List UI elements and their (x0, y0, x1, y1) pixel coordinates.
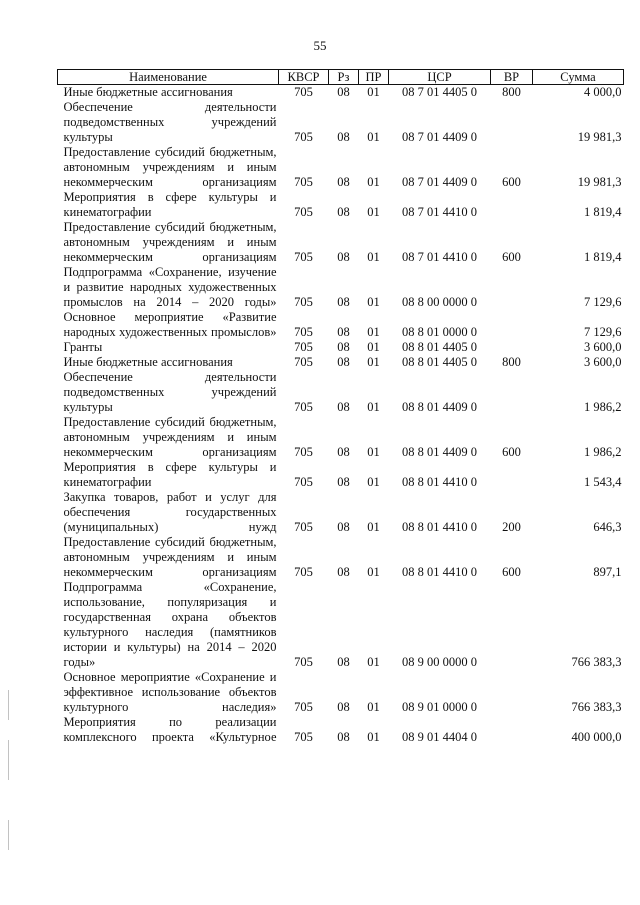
row-rz: 08 (337, 250, 350, 264)
row-name: Подпрограмма «Сохранение, изучение и развитие народных художественных промыслов на 2014 – 2020 годы» (63, 265, 277, 309)
row-rz: 08 (337, 175, 350, 189)
row-sum: 19 981,3 (577, 175, 622, 189)
row-vr: 600 (502, 445, 521, 459)
row-pr: 01 (367, 400, 380, 414)
row-kvsr: 705 (294, 565, 313, 579)
row-vr (491, 190, 533, 220)
row-name: Иные бюджетные ассигнования (63, 85, 233, 99)
table-row (58, 145, 624, 190)
row-pr: 01 (367, 655, 380, 669)
row-sum: 7 129,6 (584, 325, 622, 339)
scan-margin-mark (8, 820, 9, 850)
row-csr: 08 7 01 4409 0 (402, 175, 477, 189)
row-vr (491, 370, 533, 415)
row-csr: 08 7 01 4409 0 (402, 130, 477, 144)
row-pr: 01 (367, 175, 380, 189)
row-pr: 01 (367, 355, 380, 369)
table-row (58, 460, 624, 490)
row-name: Основное мероприятие «Сохранение и эффективное использование объектов культурного наследия» (63, 670, 277, 714)
header-rz: Рз (329, 70, 359, 85)
row-pr: 01 (367, 445, 380, 459)
row-csr: 08 7 01 4410 0 (402, 250, 477, 264)
budget-table (57, 69, 624, 745)
row-kvsr: 705 (294, 340, 313, 354)
row-name: Закупка товаров, работ и услуг для обеспечения государственных (муниципальных) нужд (63, 490, 277, 534)
row-csr: 08 7 01 4410 0 (402, 205, 477, 219)
row-kvsr: 705 (294, 295, 313, 309)
table-row (58, 415, 624, 460)
row-kvsr: 705 (294, 700, 313, 714)
row-name: Подпрограмма «Сохранение, использование, популяризация и государственная охрана объектов культурного наследия (памятников истории и культуры) на 2014 – 2020 годы» (63, 580, 277, 669)
table-row (58, 490, 624, 535)
row-pr: 01 (367, 250, 380, 264)
row-sum: 1 543,4 (584, 475, 622, 489)
row-csr: 08 8 01 4409 0 (402, 400, 477, 414)
row-kvsr: 705 (294, 655, 313, 669)
header-csr: ЦСР (389, 70, 491, 85)
row-csr: 08 8 00 0000 0 (402, 295, 477, 309)
row-csr: 08 9 01 4404 0 (402, 730, 477, 744)
table-row (58, 715, 624, 745)
row-rz: 08 (337, 355, 350, 369)
table-row (58, 670, 624, 715)
table-row (58, 355, 624, 370)
row-name: Предоставление субсидий бюджетным, автономным учреждениям и иным некоммерческим организациям (63, 415, 277, 459)
page-number: 55 (313, 38, 327, 53)
row-csr: 08 9 00 0000 0 (402, 655, 477, 669)
row-csr: 08 8 01 4410 0 (402, 565, 477, 579)
scan-margin-mark (8, 690, 9, 720)
row-pr: 01 (367, 325, 380, 339)
row-name: Мероприятия в сфере культуры и кинематографии (63, 190, 277, 219)
row-rz: 08 (337, 325, 350, 339)
row-sum: 3 600,0 (584, 340, 622, 354)
table-row (58, 190, 624, 220)
row-csr: 08 8 01 0000 0 (402, 325, 477, 339)
row-vr (491, 265, 533, 310)
table-row (58, 370, 624, 415)
row-pr: 01 (367, 130, 380, 144)
row-kvsr: 705 (294, 355, 313, 369)
row-sum: 7 129,6 (584, 295, 622, 309)
row-pr: 01 (367, 205, 380, 219)
row-vr (491, 100, 533, 145)
row-sum: 1 819,4 (584, 250, 622, 264)
row-rz: 08 (337, 445, 350, 459)
row-kvsr: 705 (294, 175, 313, 189)
row-vr (491, 310, 533, 340)
row-rz: 08 (337, 475, 350, 489)
row-csr: 08 8 01 4405 0 (402, 340, 477, 354)
row-vr (491, 340, 533, 355)
row-vr: 600 (502, 565, 521, 579)
row-vr (491, 460, 533, 490)
row-sum: 897,1 (593, 565, 622, 579)
header-kvsr: КВСР (279, 70, 329, 85)
header-name: Наименование (58, 70, 279, 85)
row-sum: 1 986,2 (584, 400, 622, 414)
row-vr: 600 (502, 175, 521, 189)
row-csr: 08 8 01 4409 0 (402, 445, 477, 459)
row-kvsr: 705 (294, 520, 313, 534)
header-sum: Сумма (533, 70, 624, 85)
row-vr: 800 (502, 85, 521, 99)
row-pr: 01 (367, 475, 380, 489)
row-name: Мероприятия по реализации комплексного проекта «Культурное (63, 715, 277, 744)
row-vr (491, 715, 533, 745)
row-name: Обеспечение деятельности подведомственных учреждений культуры (63, 370, 277, 414)
row-sum: 1 819,4 (584, 205, 622, 219)
row-sum: 4 000,0 (584, 85, 622, 99)
table-row (58, 100, 624, 145)
row-rz: 08 (337, 130, 350, 144)
row-name: Гранты (63, 340, 103, 354)
row-csr: 08 8 01 4410 0 (402, 475, 477, 489)
table-row (58, 310, 624, 340)
row-kvsr: 705 (294, 130, 313, 144)
row-sum: 766 383,3 (571, 655, 622, 669)
row-sum: 766 383,3 (571, 700, 622, 714)
row-sum: 400 000,0 (571, 730, 622, 744)
row-rz: 08 (337, 400, 350, 414)
row-kvsr: 705 (294, 475, 313, 489)
row-rz: 08 (337, 340, 350, 354)
row-rz: 08 (337, 520, 350, 534)
scan-margin-mark (8, 740, 9, 780)
row-kvsr: 705 (294, 400, 313, 414)
row-kvsr: 705 (294, 325, 313, 339)
row-pr: 01 (367, 520, 380, 534)
row-vr (491, 580, 533, 670)
row-csr: 08 9 01 0000 0 (402, 700, 477, 714)
header-pr: ПР (359, 70, 389, 85)
row-rz: 08 (337, 565, 350, 579)
row-sum: 3 600,0 (584, 355, 622, 369)
row-pr: 01 (367, 85, 380, 99)
row-rz: 08 (337, 295, 350, 309)
table-row (58, 85, 624, 101)
row-vr: 600 (502, 250, 521, 264)
row-name: Основное мероприятие «Развитие народных художественных промыслов» (63, 310, 277, 339)
row-sum: 19 981,3 (577, 130, 622, 144)
row-sum: 646,3 (593, 520, 622, 534)
row-kvsr: 705 (294, 730, 313, 744)
row-name: Предоставление субсидий бюджетным, автономным учреждениям и иным некоммерческим организациям (63, 220, 277, 264)
row-rz: 08 (337, 85, 350, 99)
row-sum: 1 986,2 (584, 445, 622, 459)
table-row (58, 580, 624, 670)
row-csr: 08 8 01 4405 0 (402, 355, 477, 369)
table-row (58, 340, 624, 355)
row-name: Иные бюджетные ассигнования (63, 355, 233, 369)
table-header-row (58, 70, 624, 85)
row-vr: 800 (502, 355, 521, 369)
row-pr: 01 (367, 340, 380, 354)
row-rz: 08 (337, 730, 350, 744)
row-rz: 08 (337, 700, 350, 714)
table-row (58, 265, 624, 310)
row-pr: 01 (367, 700, 380, 714)
row-name: Предоставление субсидий бюджетным, автономным учреждениям и иным некоммерческим организациям (63, 535, 277, 579)
row-pr: 01 (367, 730, 380, 744)
row-vr: 200 (502, 520, 521, 534)
table-row (58, 535, 624, 580)
row-rz: 08 (337, 205, 350, 219)
row-pr: 01 (367, 565, 380, 579)
row-kvsr: 705 (294, 205, 313, 219)
row-name: Предоставление субсидий бюджетным, автономным учреждениям и иным некоммерческим организациям (63, 145, 277, 189)
row-name: Мероприятия в сфере культуры и кинематографии (63, 460, 277, 489)
row-kvsr: 705 (294, 85, 313, 99)
header-vr: ВР (491, 70, 533, 85)
row-kvsr: 705 (294, 445, 313, 459)
row-name: Обеспечение деятельности подведомственных учреждений культуры (63, 100, 277, 144)
row-vr (491, 670, 533, 715)
row-csr: 08 8 01 4410 0 (402, 520, 477, 534)
table-row (58, 220, 624, 265)
row-kvsr: 705 (294, 250, 313, 264)
row-csr: 08 7 01 4405 0 (402, 85, 477, 99)
row-rz: 08 (337, 655, 350, 669)
row-pr: 01 (367, 295, 380, 309)
